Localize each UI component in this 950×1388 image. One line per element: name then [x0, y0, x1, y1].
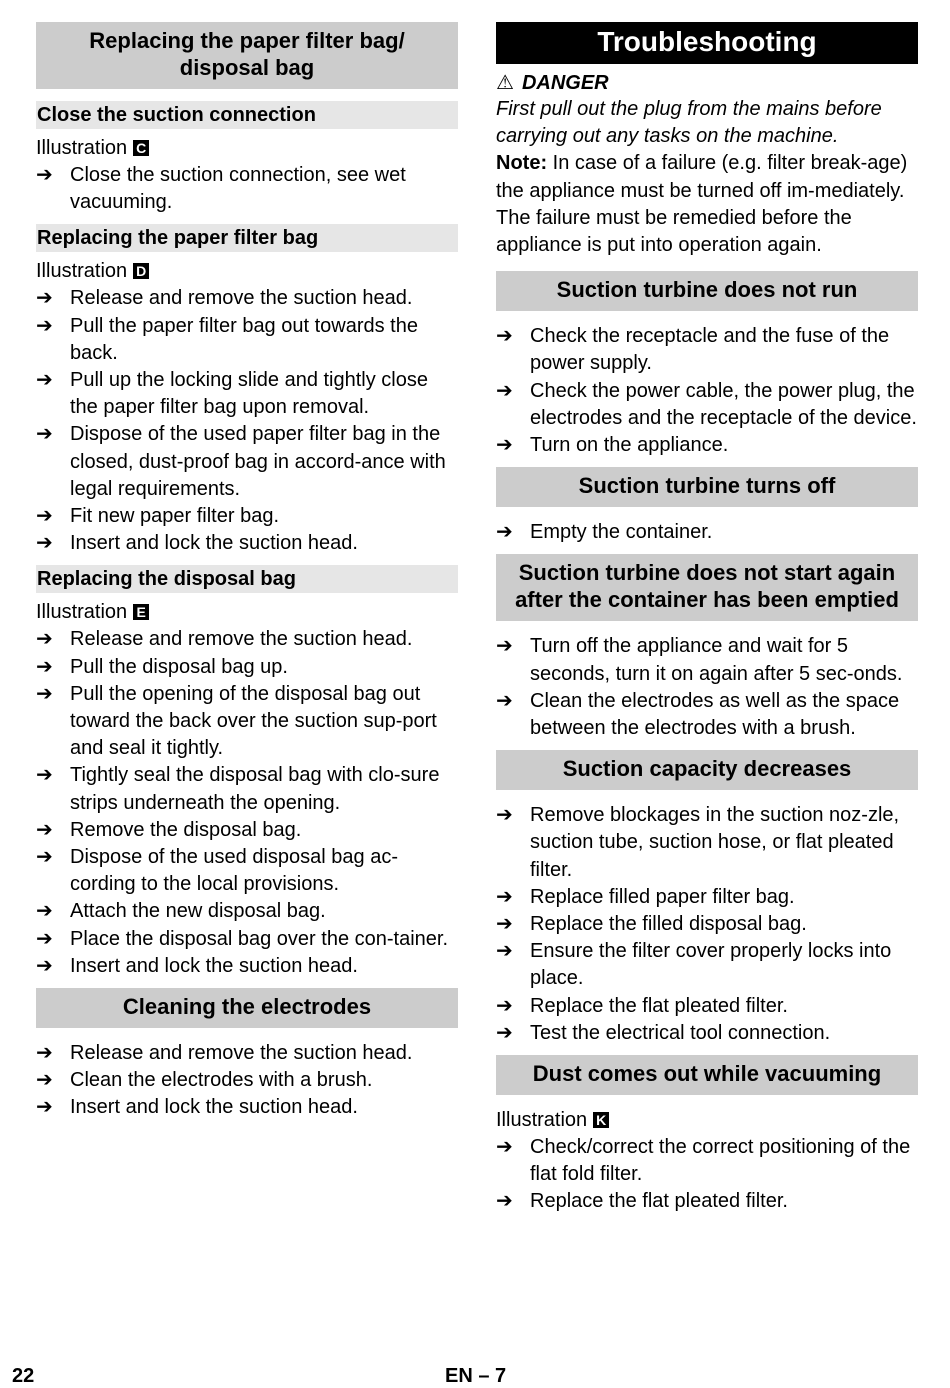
- step-item: [496, 884, 918, 911]
- arrow-right-icon: ➔: [496, 434, 513, 457]
- step-item: [36, 1067, 458, 1094]
- step-item: [36, 1040, 458, 1067]
- left-column: [36, 22, 458, 1130]
- section-footer: EN – 7: [445, 1365, 507, 1387]
- step-text: Pull the paper filter bag out towards the back.: [70, 314, 418, 364]
- arrow-right-icon: ➔: [496, 635, 513, 658]
- step-item: [36, 503, 458, 530]
- step-item: [36, 654, 458, 681]
- steps-list: [36, 1040, 458, 1122]
- illustration-ref: Illustration K: [496, 1107, 918, 1134]
- step-item: [36, 1094, 458, 1121]
- note-paragraph: [496, 150, 918, 259]
- step-item: [36, 953, 458, 980]
- section-title-cleaning-electrodes: Cleaning the electrodes: [36, 988, 458, 1028]
- step-item: [36, 530, 458, 557]
- page-number: 22: [12, 1365, 35, 1387]
- step-text: Replace filled paper filter bag.: [530, 885, 795, 908]
- step-item: [496, 802, 918, 884]
- step-text: Place the disposal bag over the con-tainer.: [70, 927, 449, 950]
- step-text: Replace the flat pleated filter.: [530, 1190, 788, 1213]
- step-text: Release and remove the suction head.: [70, 1042, 413, 1065]
- step-text: Release and remove the suction head.: [70, 628, 413, 651]
- note-label: Note:: [496, 152, 548, 175]
- illustration-letter-k: K: [593, 1112, 609, 1128]
- step-text: Clean the electrodes with a brush.: [70, 1069, 373, 1092]
- step-item: [36, 626, 458, 653]
- arrow-right-icon: ➔: [496, 940, 513, 963]
- note-text: In case of a failure (e.g. filter break-age) the appliance must be turned off im-mediately. The failure must be remedied before the appliance is put into operation again.: [496, 152, 908, 257]
- step-item: [36, 285, 458, 312]
- step-item: [36, 367, 458, 421]
- arrow-right-icon: ➔: [36, 314, 53, 337]
- arrow-right-icon: ➔: [36, 954, 53, 977]
- step-item: [496, 911, 918, 938]
- step-text: Replace the filled disposal bag.: [530, 913, 807, 936]
- subheading-replacing-disposal-bag: Replacing the disposal bag: [36, 565, 458, 593]
- arrow-right-icon: ➔: [36, 505, 53, 528]
- illustration-ref: Illustration D: [36, 258, 458, 285]
- arrow-right-icon: ➔: [36, 1096, 53, 1119]
- step-item: [496, 1134, 918, 1188]
- arrow-right-icon: ➔: [496, 994, 513, 1017]
- arrow-right-icon: ➔: [496, 379, 513, 402]
- step-text: Pull the disposal bag up.: [70, 655, 288, 678]
- heading-turbine-does-not-restart: Suction turbine does not start again after the container has been emptied: [496, 554, 918, 621]
- illustration-letter-c: C: [133, 140, 149, 156]
- step-text: Empty the container.: [530, 521, 713, 544]
- step-text: Fit new paper filter bag.: [70, 505, 279, 528]
- step-item: [36, 313, 458, 367]
- step-item: [496, 993, 918, 1020]
- step-item: [496, 519, 918, 546]
- steps-list: [496, 1134, 918, 1216]
- steps-list: [496, 802, 918, 1047]
- step-text: Insert and lock the suction head.: [70, 954, 358, 977]
- subheading-replacing-paper-filter-bag: Replacing the paper filter bag: [36, 224, 458, 252]
- step-item: [496, 323, 918, 377]
- step-text: Close the suction connection, see wet vacuuming.: [70, 164, 406, 214]
- step-text: Remove blockages in the suction noz-zle, suction tube, suction hose, or flat pleated filter.: [530, 804, 900, 881]
- step-item: [36, 898, 458, 925]
- section-title-replacing-bags: Replacing the paper filter bag/ disposal bag: [36, 22, 458, 89]
- steps-list: [36, 285, 458, 557]
- right-column: [496, 22, 918, 1224]
- step-text: Attach the new disposal bag.: [70, 900, 326, 923]
- step-item: [36, 844, 458, 898]
- step-text: Check the receptacle and the fuse of the power supply.: [530, 325, 890, 375]
- arrow-right-icon: ➔: [36, 287, 53, 310]
- heading-turbine-does-not-run: Suction turbine does not run: [496, 271, 918, 311]
- arrow-right-icon: ➔: [496, 521, 513, 544]
- arrow-right-icon: ➔: [36, 818, 53, 841]
- steps-list: [496, 633, 918, 742]
- step-item: [36, 162, 458, 216]
- step-text: Replace the flat pleated filter.: [530, 994, 788, 1017]
- step-item: [496, 938, 918, 992]
- arrow-right-icon: ➔: [496, 885, 513, 908]
- step-text: Ensure the filter cover properly locks into place.: [530, 940, 892, 990]
- heading-turbine-turns-off: Suction turbine turns off: [496, 467, 918, 507]
- illustration-letter-e: E: [133, 604, 149, 620]
- step-text: Test the electrical tool connection.: [530, 1021, 831, 1044]
- arrow-right-icon: ➔: [496, 689, 513, 712]
- step-text: Remove the disposal bag.: [70, 818, 302, 841]
- subheading-close-suction-connection: Close the suction connection: [36, 101, 458, 129]
- arrow-right-icon: ➔: [36, 1042, 53, 1065]
- step-text: Check/correct the correct positioning of the flat fold filter.: [530, 1136, 911, 1186]
- step-text: Check the power cable, the power plug, the electrodes and the receptacle of the device.: [530, 379, 917, 429]
- arrow-right-icon: ➔: [36, 628, 53, 651]
- arrow-right-icon: ➔: [36, 655, 53, 678]
- step-text: Clean the electrodes as well as the space between the electrodes with a brush.: [530, 689, 900, 740]
- arrow-right-icon: ➔: [36, 927, 53, 950]
- step-item: [496, 1188, 918, 1215]
- step-text: Insert and lock the suction head.: [70, 532, 358, 555]
- heading-suction-capacity-decreases: Suction capacity decreases: [496, 750, 918, 790]
- heading-dust-comes-out: Dust comes out while vacuuming: [496, 1055, 918, 1095]
- steps-list: [496, 519, 918, 546]
- arrow-right-icon: ➔: [36, 900, 53, 923]
- step-item: [36, 926, 458, 953]
- step-item: [496, 688, 918, 742]
- step-text: Dispose of the used paper filter bag in the closed, dust-proof bag in accord-ance with legal requirements.: [70, 423, 446, 500]
- arrow-right-icon: ➔: [496, 804, 513, 827]
- step-item: [496, 633, 918, 687]
- illustration-ref: Illustration E: [36, 599, 458, 626]
- arrow-right-icon: ➔: [36, 164, 53, 186]
- step-item: [496, 1020, 918, 1047]
- step-text: Turn on the appliance.: [530, 434, 729, 457]
- step-item: [36, 817, 458, 844]
- step-item: [36, 681, 458, 763]
- arrow-right-icon: ➔: [36, 423, 53, 446]
- arrow-right-icon: ➔: [496, 1136, 513, 1159]
- arrow-right-icon: ➔: [496, 1021, 513, 1044]
- steps-list: [496, 323, 918, 459]
- steps-list: [36, 626, 458, 980]
- step-text: Pull up the locking slide and tightly close the paper filter bag upon removal.: [70, 369, 428, 419]
- step-text: Release and remove the suction head.: [70, 287, 413, 310]
- arrow-right-icon: ➔: [36, 682, 53, 705]
- arrow-right-icon: ➔: [496, 1190, 513, 1213]
- warning-triangle-icon: ⚠: [496, 72, 514, 94]
- section-title-troubleshooting: Troubleshooting: [496, 22, 918, 64]
- steps-list: [36, 162, 458, 216]
- arrow-right-icon: ➔: [36, 369, 53, 392]
- step-item: [36, 762, 458, 816]
- arrow-right-icon: ➔: [36, 846, 53, 869]
- step-text: Tightly seal the disposal bag with clo-sure strips underneath the opening.: [70, 764, 440, 814]
- step-text: Turn off the appliance and wait for 5 seconds, turn it on again after 5 sec-onds.: [530, 635, 903, 685]
- step-text: Dispose of the used disposal bag ac-cording to the local provisions.: [70, 846, 398, 896]
- arrow-right-icon: ➔: [496, 325, 513, 348]
- arrow-right-icon: ➔: [36, 764, 53, 787]
- step-item: [496, 378, 918, 432]
- step-text: Insert and lock the suction head.: [70, 1096, 358, 1119]
- arrow-right-icon: ➔: [496, 913, 513, 936]
- arrow-right-icon: ➔: [36, 1069, 53, 1092]
- step-text: Pull the opening of the disposal bag out toward the back over the suction sup-port and seal it tightly.: [70, 682, 437, 760]
- illustration-letter-d: D: [133, 263, 149, 279]
- danger-label: ⚠ DANGER: [496, 72, 609, 94]
- step-item: [496, 432, 918, 459]
- danger-text: First pull out the plug from the mains before carrying out any tasks on the machine.: [496, 98, 882, 148]
- arrow-right-icon: ➔: [36, 532, 53, 555]
- step-item: [36, 421, 458, 503]
- illustration-ref: Illustration C: [36, 135, 458, 162]
